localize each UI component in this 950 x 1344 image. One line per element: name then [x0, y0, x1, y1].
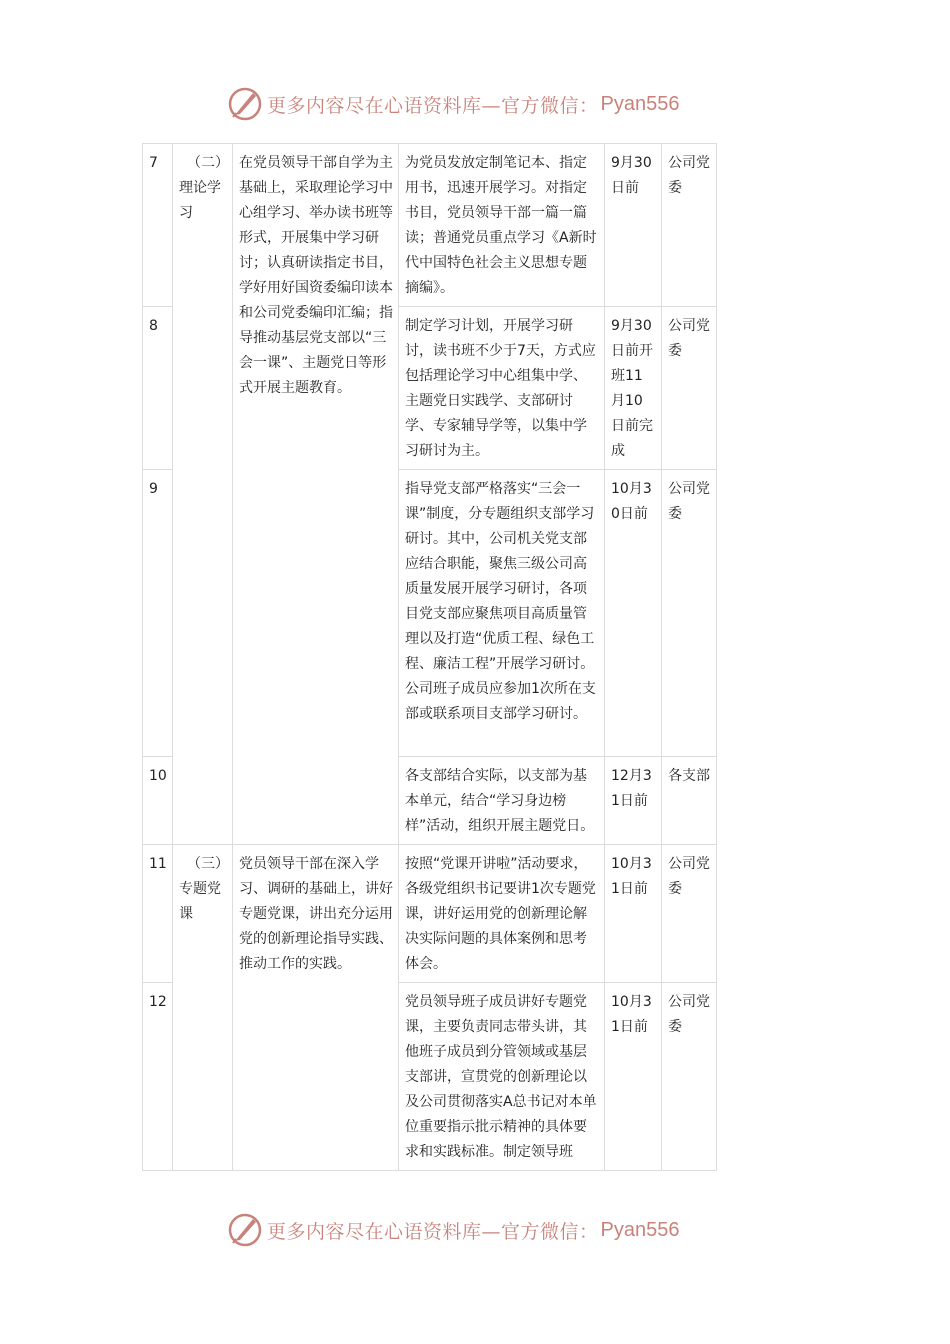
responsible-unit: 公司党委: [662, 845, 717, 983]
group-category: [173, 845, 233, 1171]
row-number: 11: [143, 845, 173, 983]
deadline: 9月30日前开班11月10日前完成: [605, 307, 662, 470]
deadline: 10月30日前: [605, 470, 662, 757]
task-description: 为党员发放定制笔记本、指定用书，迅速开展学习。对指定书目，党员领导干部一篇一篇读；普通党员重点学习《A新时代中国特色社会主义思想专题摘编》。: [399, 144, 605, 307]
responsible-unit: 公司党委: [662, 144, 717, 307]
responsible-unit: 公司党委: [662, 470, 717, 757]
watermark-text: 更多内容尽在心语资料库—官方微信：: [267, 94, 599, 117]
watermark-text: 更多内容尽在心语资料库—官方微信：: [267, 1220, 599, 1243]
deadline: 9月30日前: [605, 144, 662, 307]
group-content: 在党员领导干部自学为主基础上，采取理论学习中心组学习、举办读书班等形式，开展集中学习研讨；认真研读指定书目，学好用好国资委编印读本和公司党委编印汇编；指导推动基层党支部以“三会一课”、主题党日等形式开展主题教育。: [233, 144, 399, 845]
task-description: 党员领导班子成员讲好专题党课，主要负责同志带头讲，其他班子成员到分管领域或基层支部讲，宣贯党的创新理论以及公司贯彻落实A总书记对本单位重要指示批示精神的具体要求和实践标准。制定领导班: [399, 983, 605, 1171]
group-title: 专题党课: [179, 881, 221, 922]
responsible-unit: 各支部: [662, 757, 717, 845]
row-number: 12: [143, 983, 173, 1171]
row-number: 9: [143, 470, 173, 757]
responsible-unit: 公司党委: [662, 307, 717, 470]
task-description: 指导党支部严格落实“三会一课”制度，分专题组织支部学习研讨。其中，公司机关党支部应结合职能，聚焦三级公司高质量发展开展学习研讨，各项目党支部应聚焦项目高质量管理以及打造“优质工程、绿色工程、廉洁工程”开展学习研讨。公司班子成员应参加1次所在支部或联系项目支部学习研讨。: [399, 470, 605, 757]
row-number: 8: [143, 307, 173, 470]
task-description: 按照“党课开讲啦”活动要求，各级党组织书记要讲1次专题党课，讲好运用党的创新理论解决实际问题的具体案例和思考体会。: [399, 845, 605, 983]
group-category: [173, 144, 233, 845]
task-description: 制定学习计划，开展学习研讨，读书班不少于7天，方式应包括理论学习中心组集中学、主题党日实践学、支部研讨学、专家辅导学等，以集中学习研讨为主。: [399, 307, 605, 470]
row-number: 10: [143, 757, 173, 845]
deadline: 12月31日前: [605, 757, 662, 845]
quill-logo-icon: [227, 1212, 263, 1248]
deadline: 10月31日前: [605, 845, 662, 983]
row-number: 7: [143, 144, 173, 307]
table-row: [143, 845, 717, 983]
watermark-wechat-id: Pyan556: [600, 1218, 680, 1241]
header-watermark: [227, 84, 679, 124]
responsible-unit: 公司党委: [662, 983, 717, 1171]
group-title: 理论学习: [179, 180, 221, 221]
group-index: （三）: [187, 856, 229, 872]
deadline: 10月31日前: [605, 983, 662, 1171]
work-plan-table: [142, 143, 717, 1171]
quill-logo-icon: [227, 86, 263, 122]
group-content: 党员领导干部在深入学习、调研的基础上，讲好专题党课，讲出充分运用党的创新理论指导实践、推动工作的实践。: [233, 845, 399, 1171]
table-row: [143, 144, 717, 307]
footer-watermark: [227, 1210, 679, 1250]
task-description: 各支部结合实际，以支部为基本单元，结合“学习身边榜样”活动，组织开展主题党日。: [399, 757, 605, 845]
watermark-wechat-id: Pyan556: [600, 92, 680, 115]
group-index: （二）: [187, 155, 229, 171]
